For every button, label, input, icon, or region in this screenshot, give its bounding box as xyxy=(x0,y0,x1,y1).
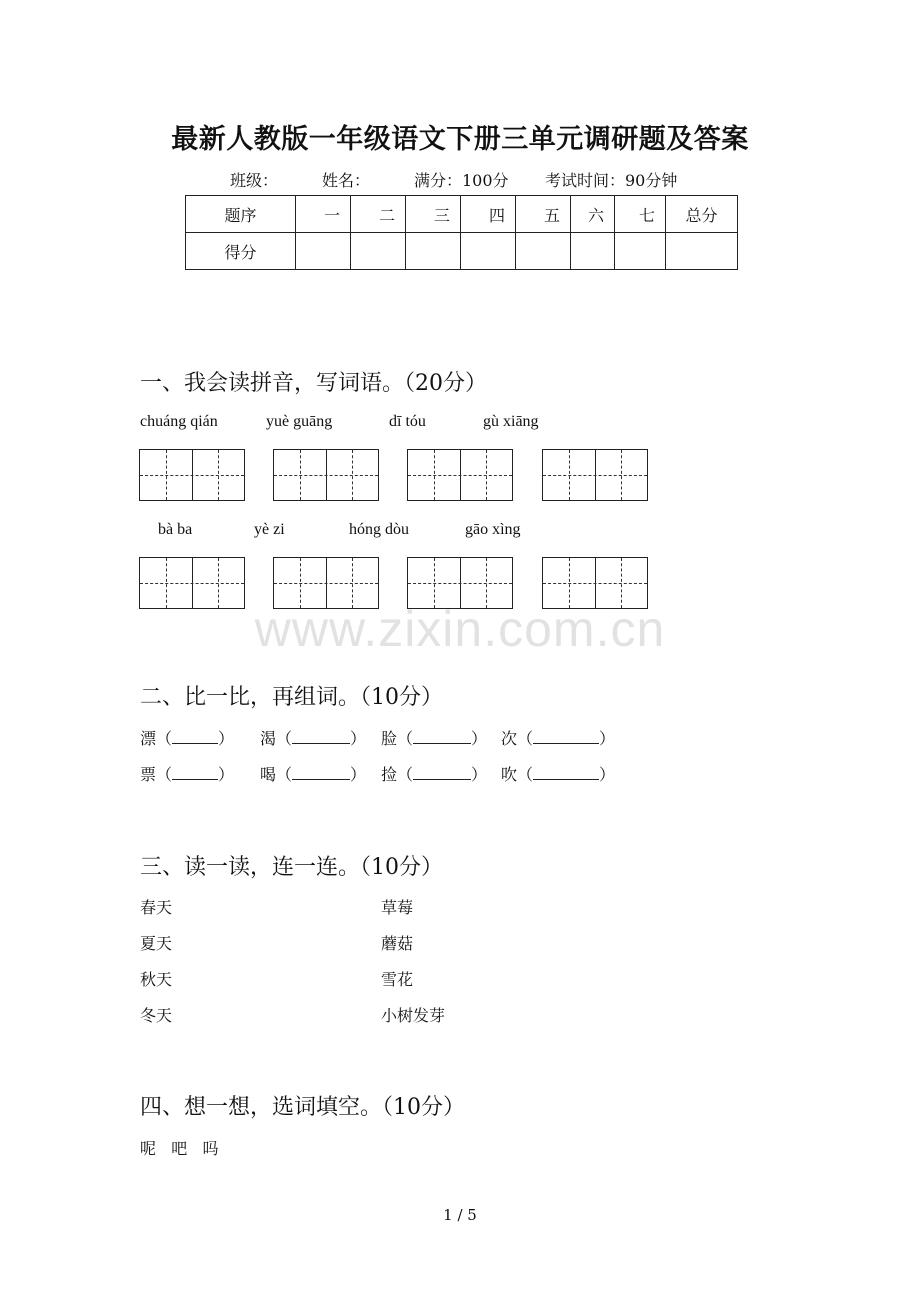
season-item[interactable]: 夏天 xyxy=(140,934,173,953)
section1-heading: 一、我会读拼音，写词语。（20分） xyxy=(140,371,487,396)
page-title: 最新人教版一年级语文下册三单元调研题及答案 xyxy=(171,124,749,155)
writing-grid[interactable] xyxy=(273,449,379,501)
pinyin-label: gù xiāng xyxy=(483,413,539,430)
answer-blank[interactable] xyxy=(172,765,218,780)
answer-blank[interactable] xyxy=(292,765,350,780)
word-item: 票（ ） xyxy=(140,765,235,784)
match-item[interactable]: 蘑菇 xyxy=(381,934,414,953)
column-header: 六 xyxy=(571,196,615,233)
column-header: 七 xyxy=(615,196,666,233)
match-item[interactable]: 小树发芽 xyxy=(381,1006,446,1025)
section3-heading: 三、读一读，连一连。（10分） xyxy=(140,855,443,880)
score-cell[interactable] xyxy=(296,233,351,270)
score-cell[interactable] xyxy=(615,233,666,270)
score-table xyxy=(185,195,738,270)
season-item[interactable]: 春天 xyxy=(140,898,173,917)
pinyin-label: bà ba xyxy=(158,521,193,538)
pinyin-label: yè zi xyxy=(254,521,285,538)
class-label: 班级： xyxy=(230,171,279,190)
pinyin-label: chuáng qián xyxy=(140,413,218,430)
column-header-total: 总分 xyxy=(666,196,738,233)
word-item: 脸（ ） xyxy=(381,729,488,748)
writing-grid[interactable] xyxy=(407,449,513,501)
watermark: www.zixin.com.cn xyxy=(254,601,666,657)
word-item: 喝（ ） xyxy=(260,765,367,784)
column-header: 三 xyxy=(406,196,461,233)
word-choices: 呢 吧 吗 xyxy=(140,1139,219,1158)
writing-grid[interactable] xyxy=(139,449,245,501)
word-item: 渴（ ） xyxy=(260,729,367,748)
column-header: 一 xyxy=(296,196,351,233)
word-item: 次（ ） xyxy=(501,729,616,748)
table-row xyxy=(186,196,738,233)
word-item: 漂（ ） xyxy=(140,729,235,748)
answer-blank[interactable] xyxy=(413,765,471,780)
score-cell[interactable] xyxy=(666,233,738,270)
table-row xyxy=(186,233,738,270)
score-cell[interactable] xyxy=(406,233,461,270)
row-label-score: 得分 xyxy=(186,233,296,270)
section4-heading: 四、想一想，选词填空。（10分） xyxy=(140,1095,465,1120)
score-cell[interactable] xyxy=(571,233,615,270)
name-label: 姓名： xyxy=(322,171,371,190)
answer-blank[interactable] xyxy=(292,729,350,744)
full-score: 满分：100分 xyxy=(414,171,509,190)
writing-grid[interactable] xyxy=(542,449,648,501)
pinyin-label: dī tóu xyxy=(389,413,426,430)
season-item[interactable]: 冬天 xyxy=(140,1006,173,1025)
pinyin-label: hóng dòu xyxy=(349,521,409,538)
column-header: 二 xyxy=(351,196,406,233)
score-cell[interactable] xyxy=(516,233,571,270)
section2-heading: 二、比一比，再组词。（10分） xyxy=(140,685,443,710)
word-item: 吹（ ） xyxy=(501,765,616,784)
exam-time: 考试时间：90分钟 xyxy=(545,171,678,190)
score-cell[interactable] xyxy=(351,233,406,270)
answer-blank[interactable] xyxy=(533,765,599,780)
column-header: 五 xyxy=(516,196,571,233)
page-number: 1 / 5 xyxy=(443,1206,477,1224)
season-item[interactable]: 秋天 xyxy=(140,970,173,989)
pinyin-label: gāo xìng xyxy=(465,521,521,538)
score-cell[interactable] xyxy=(461,233,516,270)
match-item[interactable]: 草莓 xyxy=(381,898,414,917)
answer-blank[interactable] xyxy=(413,729,471,744)
word-item: 捡（ ） xyxy=(381,765,488,784)
answer-blank[interactable] xyxy=(172,729,218,744)
row-label-order: 题序 xyxy=(186,196,296,233)
column-header: 四 xyxy=(461,196,516,233)
match-item[interactable]: 雪花 xyxy=(381,970,414,989)
pinyin-label: yuè guāng xyxy=(266,413,333,430)
answer-blank[interactable] xyxy=(533,729,599,744)
